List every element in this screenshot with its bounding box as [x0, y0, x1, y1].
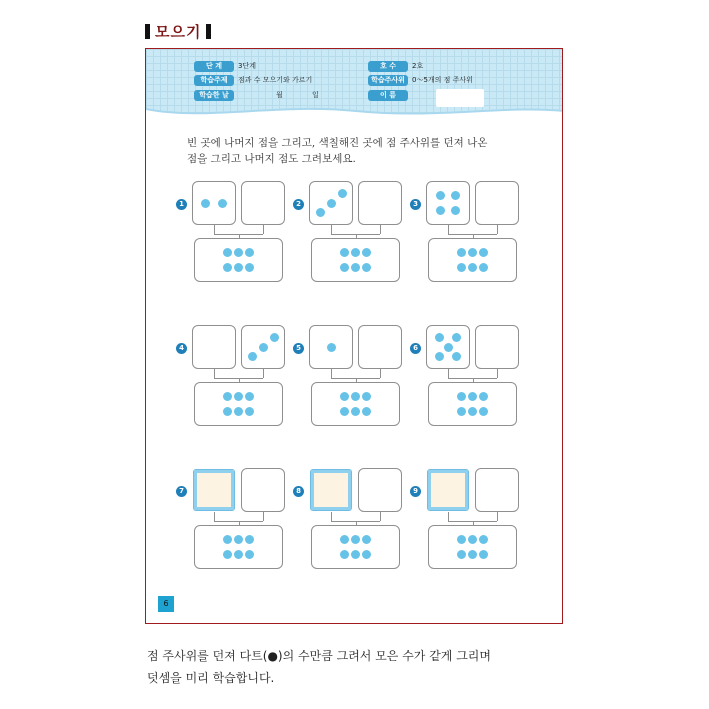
total-dot [362, 535, 371, 544]
left-dice-dot [316, 208, 325, 217]
total-dot [245, 248, 254, 257]
left-dice-dot [201, 199, 210, 208]
total-dot [223, 535, 232, 544]
total-dot [223, 248, 232, 257]
total-dot [234, 248, 243, 257]
problem-number-badge: 6 [410, 343, 421, 354]
instruction-line-1: 빈 곳에 나머지 점을 그리고, 색칠해진 곳에 점 주사위를 던져 나온 [187, 137, 488, 149]
connector-line [263, 512, 264, 521]
total-dice-box [428, 382, 517, 426]
left-dice-dot [218, 199, 227, 208]
right-dice-box[interactable] [358, 181, 402, 225]
header-bar-left [145, 24, 150, 39]
total-dot [351, 392, 360, 401]
left-dice-box[interactable] [426, 181, 470, 225]
band-wave [146, 103, 563, 123]
problem-number-badge: 9 [410, 486, 421, 497]
total-dot [479, 392, 488, 401]
connector-line [331, 369, 332, 378]
total-dot [457, 535, 466, 544]
connector-line [263, 225, 264, 234]
total-dot [351, 535, 360, 544]
total-dot [362, 392, 371, 401]
section-header [145, 20, 211, 42]
total-dot [234, 535, 243, 544]
instruction [187, 135, 487, 167]
right-dice-box[interactable] [241, 468, 285, 512]
connector-line [448, 512, 449, 521]
connector-line [497, 225, 498, 234]
section-title: 모으기 [155, 22, 202, 41]
caption-line-1: 점 주사위를 던져 다트(●)의 수만큼 그려서 모은 수가 같게 그리며 [147, 649, 491, 663]
connector-line [448, 369, 449, 378]
total-dot [351, 248, 360, 257]
total-dot [234, 392, 243, 401]
header-bar-right [206, 24, 211, 39]
info-band [146, 49, 563, 121]
date-label: 학습한 날 [194, 90, 234, 101]
day-label: 일 [312, 91, 319, 99]
topic-label: 학습주제 [194, 75, 234, 86]
total-dice-box [311, 238, 400, 282]
level-value: 3단계 [238, 62, 256, 70]
total-dot [468, 535, 477, 544]
total-dot [457, 392, 466, 401]
right-dice-box[interactable] [475, 468, 519, 512]
left-dice-box[interactable] [192, 181, 236, 225]
right-dice-box[interactable] [241, 181, 285, 225]
right-dice-dot [259, 343, 268, 352]
caption [147, 645, 565, 689]
connector-line [448, 225, 449, 234]
total-dot [245, 535, 254, 544]
connector-line [214, 225, 215, 234]
right-dice-box[interactable] [475, 325, 519, 369]
left-dice-dot [451, 206, 460, 215]
connector-line [380, 512, 381, 521]
total-dice-box [311, 382, 400, 426]
problem-number-badge: 3 [410, 199, 421, 210]
left-dice-dot [327, 199, 336, 208]
total-dice-box [428, 525, 517, 569]
total-dice-box [194, 525, 283, 569]
total-dot [362, 248, 371, 257]
total-dot [340, 248, 349, 257]
left-dice-dot [435, 352, 444, 361]
total-dot [340, 392, 349, 401]
total-dot [340, 535, 349, 544]
total-dot [245, 392, 254, 401]
topic-value: 점과 수 모으기와 가르기 [238, 76, 313, 84]
connector-line [380, 225, 381, 234]
dice-throw-box[interactable] [194, 470, 234, 510]
connector-line [214, 369, 215, 378]
dice-throw-box[interactable] [428, 470, 468, 510]
left-dice-dot [338, 189, 347, 198]
connector-line [331, 225, 332, 234]
name-label: 이 름 [368, 90, 408, 101]
total-dot [468, 248, 477, 257]
problem-number-badge: 4 [176, 343, 187, 354]
month-label: 월 [276, 91, 283, 99]
problem-number-badge: 2 [293, 199, 304, 210]
total-dice-box [428, 238, 517, 282]
problem-number-badge: 1 [176, 199, 187, 210]
worksheet-page [145, 48, 563, 624]
instruction-line-2: 점을 그리고 나머지 점도 그려보세요. [187, 153, 356, 165]
dice-label: 학습주사위 [368, 75, 408, 86]
total-dot [479, 535, 488, 544]
total-dot [468, 392, 477, 401]
left-dice-dot [436, 191, 445, 200]
connector-line [214, 512, 215, 521]
left-dice-dot [436, 206, 445, 215]
page-number: 6 [158, 596, 174, 612]
left-dice-dot [435, 333, 444, 342]
problem-number-badge: 8 [293, 486, 304, 497]
connector-line [497, 369, 498, 378]
left-dice-dot [451, 191, 460, 200]
total-dot [223, 392, 232, 401]
connector-line [263, 369, 264, 378]
level-label: 단 계 [194, 61, 234, 72]
total-dice-box [194, 382, 283, 426]
total-dot [479, 248, 488, 257]
connector-line [497, 512, 498, 521]
connector-line [380, 369, 381, 378]
right-dice-box[interactable] [358, 468, 402, 512]
problem-number-badge: 5 [293, 343, 304, 354]
issue-value: 2호 [412, 62, 424, 70]
dice-value: 0～5개의 점 주사위 [412, 76, 473, 84]
left-dice-dot [327, 343, 336, 352]
total-dot [457, 248, 466, 257]
total-dice-box [194, 238, 283, 282]
left-dice-dot [444, 343, 453, 352]
issue-label: 호 수 [368, 61, 408, 72]
caption-line-2: 덧셈을 미리 학습합니다. [147, 671, 275, 685]
right-dice-dot [248, 352, 257, 361]
right-dice-box[interactable] [358, 325, 402, 369]
right-dice-dot [270, 333, 279, 342]
problem-number-badge: 7 [176, 486, 187, 497]
right-dice-box[interactable] [475, 181, 519, 225]
total-dice-box [311, 525, 400, 569]
left-dice-box[interactable] [192, 325, 236, 369]
connector-line [331, 512, 332, 521]
dice-throw-box[interactable] [311, 470, 351, 510]
